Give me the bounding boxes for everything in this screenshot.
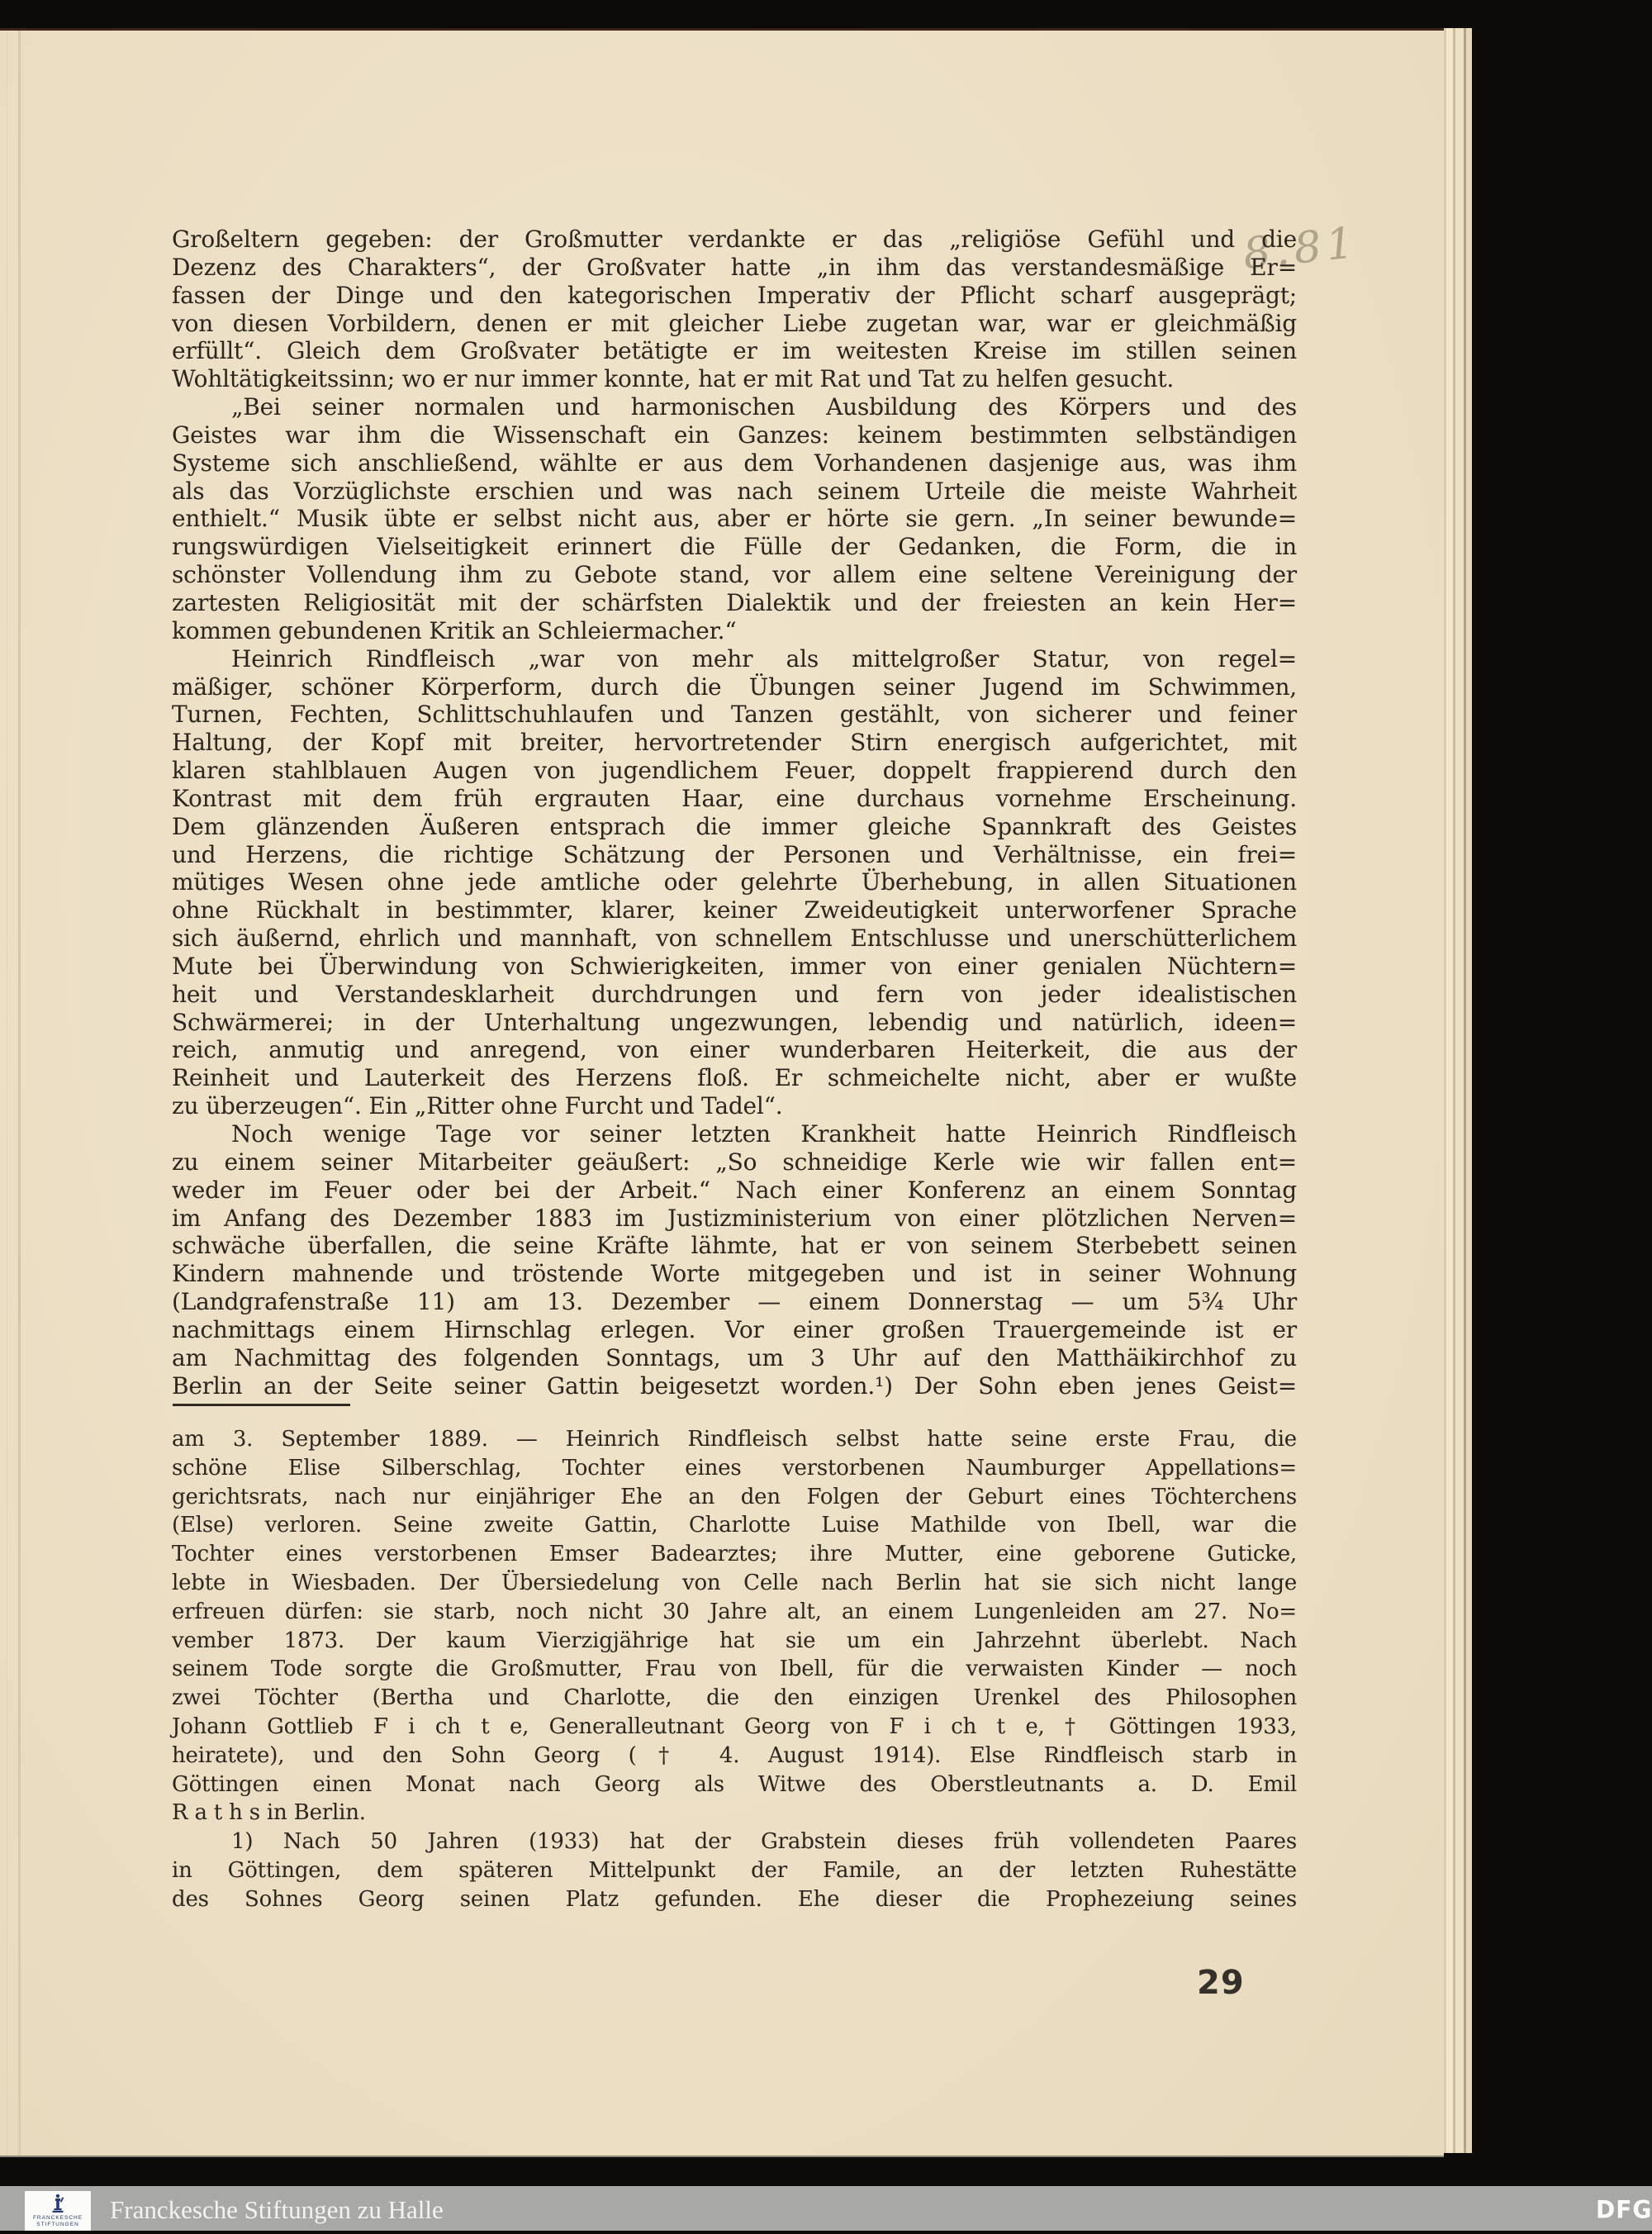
text-line: und Herzens, die richtige Schätzung der Personen und Verhältnisse, ein frei= (172, 840, 1297, 868)
text-line: seinem Tode sorgte die Großmutter, Frau von Ibell, für die verwaisten Kinder — noch (172, 1656, 1297, 1682)
book-page (0, 28, 1444, 2157)
text-line: Berlin an der Seite seiner Gattin beigesetzt worden.¹) Der Sohn eben jenes Geist= (172, 1371, 1297, 1400)
text-line: reich, anmutig und anregend, von einer wunderbaren Heiterkeit, die aus der (172, 1036, 1297, 1064)
text-line: „Bei seiner normalen und harmonischen Ausbildung des Körpers und des (231, 393, 1297, 421)
paragraph (172, 226, 1297, 393)
paragraph (172, 393, 1297, 645)
text-line: am 3. September 1889. — Heinrich Rindfleisch selbst hatte seine erste Frau, die (172, 1427, 1297, 1452)
text-line: Noch wenige Tage vor seiner letzten Krankheit hatte Heinrich Rindfleisch (231, 1120, 1297, 1148)
text-line: Dem glänzenden Äußeren entsprach die immer gleiche Spannkraft des Geistes (172, 812, 1297, 840)
text-line: (Landgrafenstraße 11) am 13. Dezember — einem Donnerstag — um 5¾ Uhr (172, 1288, 1297, 1316)
text-line: enthielt.“ Musik übte er selbst nicht aus, aber er hörte sie gern. „In seiner bewunde= (172, 505, 1297, 533)
text-line: kommen gebundenen Kritik an Schleiermacher.“ (172, 616, 737, 644)
text-line: zu überzeugen“. Ein „Ritter ohne Furcht und Tadel“. (172, 1092, 783, 1120)
text-line: Heinrich Rindfleisch „war von mehr als mittelgroßer Statur, von regel= (231, 644, 1297, 673)
institution-logo-caption: FRANCKESCHE STIFTUNGEN (32, 2215, 83, 2227)
text-line: erfreuen dürfen: sie starb, noch nicht 30 Jahre alt, an einem Lungenleiden am 27. No= (172, 1599, 1297, 1624)
text-line: Haltung, der Kopf mit breiter, hervortretender Stirn energisch aufgerichtet, mit (172, 729, 1297, 757)
text-line: schwäche überfallen, die seine Kräfte lähmte, hat er von seinem Sterbebett seinen (172, 1232, 1297, 1260)
text-line: klaren stahlblauen Augen von jugendlichem Feuer, doppelt frappierend durch den (172, 757, 1297, 785)
text-line: nachmittags einem Hirnschlag erlegen. Vor einer großen Trauergemeinde ist er (172, 1315, 1297, 1343)
text-line: Reinheit und Lauterkeit des Herzens floß. Er schmeichelte nicht, aber er wußte (172, 1064, 1297, 1092)
text-line: Tochter eines verstorbenen Emser Badearztes; ihre Mutter, eine geborene Guticke, (172, 1542, 1297, 1567)
page-edge-stack (1444, 28, 1475, 2153)
text-line: Kindern mahnende und tröstende Worte mitgegeben und ist in seiner Wohnung (172, 1260, 1297, 1288)
text-line: 1) Nach 50 Jahren (1933) hat der Grabstein dieses früh vollendeten Paares (231, 1829, 1297, 1855)
footnote-block (172, 1425, 1297, 1914)
text-line: (Else) verloren. Seine zweite Gattin, Charlotte Luise Mathilde von Ibell, war die (172, 1513, 1297, 1538)
pencil-annotation: 8.81 (1241, 217, 1361, 280)
text-line: vember 1873. Der kaum Vierzigjährige hat sie um ein Jahrzehnt überlebt. Nach (172, 1628, 1297, 1653)
text-line: rungswürdigen Vielseitigkeit erinnert die Fülle der Gedanken, die Form, die in (172, 533, 1297, 561)
franckesche-stiftungen-logo-icon (49, 2194, 67, 2213)
text-line: schöne Elise Silberschlag, Tochter eines verstorbenen Naumburger Appellations= (172, 1455, 1297, 1481)
paragraph (172, 1425, 1297, 1828)
paragraph (172, 1120, 1297, 1400)
text-line: Systeme sich anschließend, wählte er aus dem Vorhandenen dasjenige aus, was ihm (172, 449, 1297, 477)
text-line: des Sohnes Georg seinen Platz gefunden. Ehe dieser die Prophezeiung seines (172, 1886, 1297, 1912)
text-line: im Anfang des Dezember 1883 im Justizministerium von einer plötzlichen Nerven= (172, 1204, 1297, 1232)
institution-logo (25, 2191, 91, 2231)
text-line: zwei Töchter (Bertha und Charlotte, die den einzigen Urenkel des Philosophen (172, 1685, 1297, 1711)
text-line: Kontrast mit dem früh ergrauten Haar, eine durchaus vornehme Erscheinung. (172, 784, 1297, 812)
text-line: Mute bei Überwindung von Schwierigkeiten, immer von einer genialen Nüchtern= (172, 952, 1297, 980)
text-line: Wohltätigkeitssinn; wo er nur immer konnte, hat er mit Rat und Tat zu helfen gesucht. (172, 365, 1175, 393)
text-line: R a t h s in Berlin. (172, 1800, 366, 1826)
text-line: Dezenz des Charakters“, der Großvater hatte „in ihm das verstandesmäßige Er= (172, 253, 1297, 281)
text-line: Johann Gottlieb F i ch t e, Generalleutnant Georg von F i ch t e, † Göttingen 1933, (172, 1714, 1297, 1739)
text-line: Großeltern gegeben: der Großmutter verdankte er das „religiöse Gefühl und die (172, 226, 1297, 253)
text-line: zu einem seiner Mitarbeiter geäußert: „So schneidige Kerle wie wir fallen ent= (172, 1148, 1297, 1176)
viewer-footer-bar (0, 2186, 1652, 2231)
paragraph (172, 1828, 1297, 1913)
footnote-separator-rule (173, 1404, 350, 1406)
text-line: mütiges Wesen ohne jede amtliche oder gelehrte Überhebung, in allen Situationen (172, 868, 1297, 896)
text-line: fassen der Dinge und den kategorischen Imperativ der Pflicht scharf ausgeprägt; (172, 281, 1297, 309)
page-number: 29 (1197, 1964, 1245, 2002)
text-line: am Nachmittag des folgenden Sonntags, um 3 Uhr auf den Matthäikirchhof zu (172, 1343, 1297, 1371)
text-line: heit und Verstandesklarheit durchdrungen und fern von jeder idealistischen (172, 980, 1297, 1008)
text-line: zartesten Religiosität mit der schärfsten Dialektik und der freiesten an kein Her= (172, 588, 1297, 616)
text-line: Göttingen einen Monat nach Georg als Witwe des Oberstleutnants a. D. Emil (172, 1771, 1297, 1797)
dfg-logo: DFG (1596, 2195, 1652, 2224)
text-line: erfüllt“. Gleich dem Großvater betätigte er im weitesten Kreise im stillen seinen (172, 337, 1297, 365)
text-line: schönster Vollendung ihm zu Gebote stand, vor allem eine seltene Vereinigung der (172, 561, 1297, 589)
text-line: gerichtsrats, nach nur einjähriger Ehe an den Folgen der Geburt eines Töchterchens (172, 1484, 1297, 1509)
text-line: in Göttingen, dem späteren Mittelpunkt der Famile, an der letzten Ruhestätte (172, 1857, 1297, 1883)
text-line: sich äußernd, ehrlich und mannhaft, von schnellem Entschlusse und unerschütterlichem (172, 924, 1297, 953)
text-line: heiratete), und den Sohn Georg († 4. August 1914). Else Rindfleisch starb in (172, 1742, 1297, 1768)
text-line: mäßiger, schöner Körperform, durch die Übungen seiner Jugend im Schwimmen, (172, 673, 1297, 701)
text-line: Geistes war ihm die Wissenschaft ein Ganzes: keinem bestimmten selbständigen (172, 421, 1297, 449)
main-text-block (172, 226, 1297, 1400)
paragraph (172, 645, 1297, 1120)
text-line: lebte in Wiesbaden. Der Übersiedelung von Celle nach Berlin hat sie sich nicht lange (172, 1570, 1297, 1595)
text-line: Schwärmerei; in der Unterhaltung ungezwungen, lebendig und natürlich, ideen= (172, 1008, 1297, 1036)
text-line: ohne Rückhalt in bestimmter, klarer, keiner Zweideutigkeit unterworfener Sprache (172, 896, 1297, 924)
text-line: weder im Feuer oder bei der Arbeit.“ Nach einer Konferenz an einem Sonntag (172, 1176, 1297, 1204)
institution-name: Franckesche Stiftungen zu Halle (110, 2195, 444, 2224)
text-line: von diesen Vorbildern, denen er mit gleicher Liebe zugetan war, war er gleichmäßig (172, 309, 1297, 337)
page-gutter-crease (18, 31, 21, 2156)
text-line: als das Vorzüglichste erschien und was nach seinem Urteile die meiste Wahrheit (172, 477, 1297, 505)
text-line: Turnen, Fechten, Schlittschuhlaufen und Tanzen gestählt, von sicherer und feiner (172, 701, 1297, 729)
